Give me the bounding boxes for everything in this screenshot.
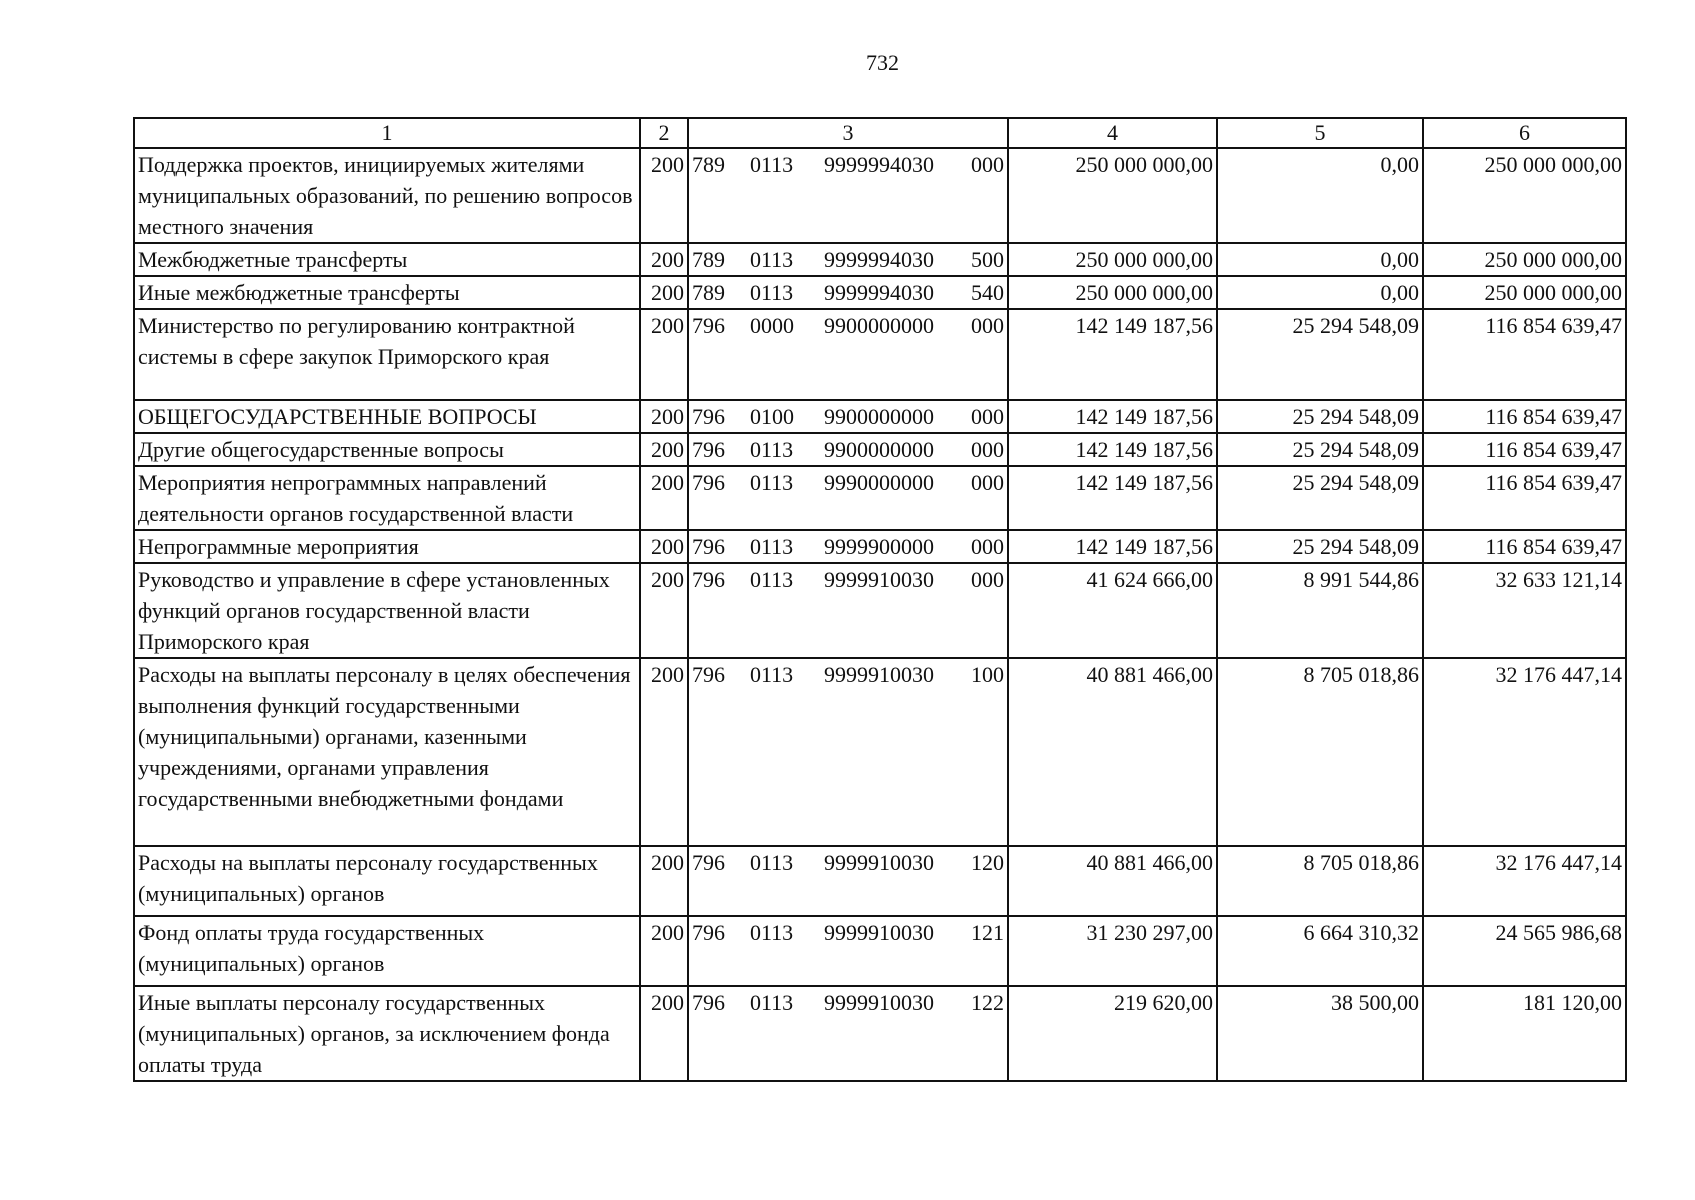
- row-amount-6: 32 176 447,14: [1423, 658, 1626, 846]
- row-code-1: 200: [640, 309, 688, 400]
- row-target-code: 9999910030: [824, 990, 934, 1015]
- row-code-group: [688, 986, 1008, 1081]
- row-code-1: 200: [640, 986, 688, 1081]
- row-name: Непрограммные мероприятия: [134, 530, 640, 563]
- row-amount-5: 0,00: [1217, 276, 1423, 309]
- header-cell: 1: [134, 118, 640, 148]
- row-expense-type: 000: [971, 470, 1004, 495]
- row-code-group: [688, 243, 1008, 276]
- row-amount-4: 250 000 000,00: [1008, 276, 1217, 309]
- row-expense-type: 120: [971, 850, 1004, 875]
- table-row: [134, 563, 1626, 658]
- row-section-code: 0000: [750, 313, 794, 338]
- row-code-1: 200: [640, 466, 688, 530]
- row-amount-5: 25 294 548,09: [1217, 400, 1423, 433]
- table-row: [134, 400, 1626, 433]
- row-amount-5: 8 991 544,86: [1217, 563, 1423, 658]
- row-name: Министерство по регулированию контрактной системы в сфере закупок Приморского края: [134, 309, 640, 400]
- row-code-group: [688, 400, 1008, 433]
- row-name: Иные выплаты персоналу государственных (муниципальных) органов, за исключением фонда оплаты труда: [134, 986, 640, 1081]
- row-section-code: 0113: [750, 850, 794, 875]
- row-expense-type: 000: [971, 404, 1004, 429]
- row-ministry-code: 796: [692, 990, 725, 1015]
- row-section-code: 0100: [750, 404, 794, 429]
- row-name: Другие общегосударственные вопросы: [134, 433, 640, 466]
- row-amount-6: 24 565 986,68: [1423, 916, 1626, 986]
- page-number: 732: [866, 50, 899, 75]
- row-amount-4: 40 881 466,00: [1008, 846, 1217, 916]
- row-code-1: 200: [640, 916, 688, 986]
- row-amount-5: 25 294 548,09: [1217, 433, 1423, 466]
- row-section-code: 0113: [750, 920, 794, 945]
- row-amount-5: 8 705 018,86: [1217, 846, 1423, 916]
- row-target-code: 9999910030: [824, 662, 934, 687]
- row-target-code: 9900000000: [824, 404, 934, 429]
- row-code-1: 200: [640, 243, 688, 276]
- row-section-code: 0113: [750, 534, 794, 559]
- row-ministry-code: 796: [692, 920, 725, 945]
- row-target-code: 9999910030: [824, 850, 934, 875]
- table-row: [134, 433, 1626, 466]
- row-code-1: 200: [640, 658, 688, 846]
- row-code-group: [688, 658, 1008, 846]
- row-amount-6: 32 633 121,14: [1423, 563, 1626, 658]
- row-name: ОБЩЕГОСУДАРСТВЕННЫЕ ВОПРОСЫ: [134, 400, 640, 433]
- header-cell: 3: [688, 118, 1008, 148]
- row-section-code: 0113: [750, 662, 794, 687]
- row-amount-6: 250 000 000,00: [1423, 276, 1626, 309]
- row-section-code: 0113: [750, 437, 794, 462]
- row-name: Расходы на выплаты персоналу государственных (муниципальных) органов: [134, 846, 640, 916]
- row-code-1: 200: [640, 433, 688, 466]
- row-expense-type: 122: [971, 990, 1004, 1015]
- row-target-code: 9999994030: [824, 152, 934, 177]
- row-code-1: 200: [640, 530, 688, 563]
- row-section-code: 0113: [750, 990, 794, 1015]
- row-expense-type: 500: [971, 247, 1004, 272]
- row-code-group: [688, 916, 1008, 986]
- row-code-1: 200: [640, 400, 688, 433]
- row-ministry-code: 796: [692, 470, 725, 495]
- table-row: [134, 916, 1626, 986]
- row-amount-5: 38 500,00: [1217, 986, 1423, 1081]
- row-expense-type: 000: [971, 534, 1004, 559]
- row-amount-4: 250 000 000,00: [1008, 243, 1217, 276]
- row-section-code: 0113: [750, 567, 794, 592]
- row-code-group: [688, 309, 1008, 400]
- row-ministry-code: 789: [692, 247, 725, 272]
- row-code-group: [688, 466, 1008, 530]
- row-amount-5: 0,00: [1217, 148, 1423, 243]
- row-expense-type: 000: [971, 152, 1004, 177]
- row-ministry-code: 796: [692, 662, 725, 687]
- row-amount-4: 142 149 187,56: [1008, 400, 1217, 433]
- row-amount-5: 6 664 310,32: [1217, 916, 1423, 986]
- header-cell: 5: [1217, 118, 1423, 148]
- row-expense-type: 000: [971, 313, 1004, 338]
- row-expense-type: 540: [971, 280, 1004, 305]
- row-code-group: [688, 276, 1008, 309]
- row-amount-4: 219 620,00: [1008, 986, 1217, 1081]
- row-amount-6: 116 854 639,47: [1423, 400, 1626, 433]
- header-row: [134, 118, 1626, 148]
- row-ministry-code: 789: [692, 152, 725, 177]
- row-section-code: 0113: [750, 280, 794, 305]
- row-name: Мероприятия непрограммных направлений деятельности органов государственной власти: [134, 466, 640, 530]
- row-amount-4: 142 149 187,56: [1008, 530, 1217, 563]
- row-amount-4: 40 881 466,00: [1008, 658, 1217, 846]
- row-ministry-code: 796: [692, 404, 725, 429]
- table-row: [134, 243, 1626, 276]
- row-amount-5: 0,00: [1217, 243, 1423, 276]
- header-cell: 4: [1008, 118, 1217, 148]
- row-code-1: 200: [640, 563, 688, 658]
- table-row: [134, 148, 1626, 243]
- row-target-code: 9999910030: [824, 567, 934, 592]
- row-amount-4: 41 624 666,00: [1008, 563, 1217, 658]
- row-code-group: [688, 148, 1008, 243]
- row-target-code: 9900000000: [824, 313, 934, 338]
- row-ministry-code: 796: [692, 850, 725, 875]
- row-amount-6: 116 854 639,47: [1423, 433, 1626, 466]
- row-amount-4: 142 149 187,56: [1008, 466, 1217, 530]
- row-target-code: 9999994030: [824, 247, 934, 272]
- row-ministry-code: 789: [692, 280, 725, 305]
- row-name: Поддержка проектов, инициируемых жителями муниципальных образований, по решению вопросов местного значения: [134, 148, 640, 243]
- row-name: Межбюджетные трансферты: [134, 243, 640, 276]
- row-ministry-code: 796: [692, 534, 725, 559]
- row-amount-5: 25 294 548,09: [1217, 530, 1423, 563]
- row-ministry-code: 796: [692, 313, 725, 338]
- row-amount-6: 250 000 000,00: [1423, 243, 1626, 276]
- row-code-group: [688, 563, 1008, 658]
- row-target-code: 9999910030: [824, 920, 934, 945]
- row-amount-6: 116 854 639,47: [1423, 530, 1626, 563]
- row-target-code: 9999900000: [824, 534, 934, 559]
- row-amount-6: 116 854 639,47: [1423, 466, 1626, 530]
- row-expense-type: 000: [971, 567, 1004, 592]
- row-code-group: [688, 433, 1008, 466]
- row-name: Фонд оплаты труда государственных (муниципальных) органов: [134, 916, 640, 986]
- row-amount-4: 250 000 000,00: [1008, 148, 1217, 243]
- row-code-1: 200: [640, 846, 688, 916]
- row-amount-5: 25 294 548,09: [1217, 309, 1423, 400]
- row-amount-6: 250 000 000,00: [1423, 148, 1626, 243]
- table-row: [134, 276, 1626, 309]
- row-expense-type: 100: [971, 662, 1004, 687]
- row-code-group: [688, 530, 1008, 563]
- header-cell: 2: [640, 118, 688, 148]
- budget-table: [133, 117, 1627, 1082]
- row-target-code: 9900000000: [824, 437, 934, 462]
- row-amount-4: 31 230 297,00: [1008, 916, 1217, 986]
- row-amount-6: 32 176 447,14: [1423, 846, 1626, 916]
- row-amount-4: 142 149 187,56: [1008, 309, 1217, 400]
- row-section-code: 0113: [750, 247, 794, 272]
- row-name: Расходы на выплаты персоналу в целях обеспечения выполнения функций государственными (муниципальными) органами, казенными учреждениями, органами управления государственными внебюджетными фондами: [134, 658, 640, 846]
- row-expense-type: 000: [971, 437, 1004, 462]
- table-row: [134, 986, 1626, 1081]
- row-section-code: 0113: [750, 470, 794, 495]
- row-amount-6: 181 120,00: [1423, 986, 1626, 1081]
- row-amount-5: 8 705 018,86: [1217, 658, 1423, 846]
- table-row: [134, 846, 1626, 916]
- row-section-code: 0113: [750, 152, 794, 177]
- row-amount-6: 116 854 639,47: [1423, 309, 1626, 400]
- row-ministry-code: 796: [692, 437, 725, 462]
- row-code-1: 200: [640, 148, 688, 243]
- header-cell: 6: [1423, 118, 1626, 148]
- row-target-code: 9999994030: [824, 280, 934, 305]
- row-code-1: 200: [640, 276, 688, 309]
- table-row: [134, 466, 1626, 530]
- table-row: [134, 530, 1626, 563]
- row-code-group: [688, 846, 1008, 916]
- row-amount-5: 25 294 548,09: [1217, 466, 1423, 530]
- table-row: [134, 658, 1626, 846]
- table-row: [134, 309, 1626, 400]
- row-target-code: 9990000000: [824, 470, 934, 495]
- row-name: Иные межбюджетные трансферты: [134, 276, 640, 309]
- row-expense-type: 121: [971, 920, 1004, 945]
- row-ministry-code: 796: [692, 567, 725, 592]
- row-name: Руководство и управление в сфере установленных функций органов государственной власти Приморского края: [134, 563, 640, 658]
- row-amount-4: 142 149 187,56: [1008, 433, 1217, 466]
